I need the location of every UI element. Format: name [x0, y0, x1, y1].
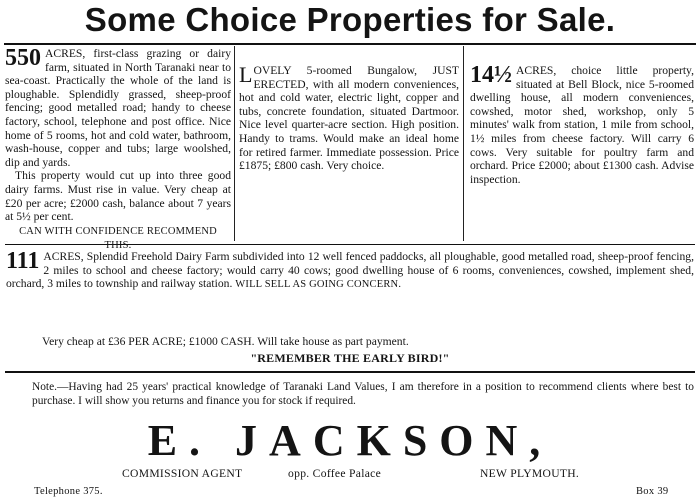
agent-telephone: Telephone 375.	[34, 486, 103, 497]
agent-town: NEW PLYMOUTH.	[480, 467, 580, 480]
listing-text: ACRES, choice little property, situated at Bell Block, nice 5-roomed dwelling house, all modern conveniences, cowshed, motor shed, workshop, only 5 minutes' walk from station, 1 mile from school, 1½ miles from cheese factory. Will carry 6 cows. Very suitable for poultry farm and orchard. Price £2000; about £1300 cash. Advise inspection.	[470, 64, 694, 186]
agent-title: COMMISSION AGENT	[122, 467, 243, 480]
listing-550-acres	[5, 47, 231, 253]
note-rule	[5, 371, 695, 373]
agent-location: opp. Coffee Palace	[288, 467, 382, 480]
page-headline: Some Choice Properties for Sale.	[84, 1, 616, 38]
column-divider-1	[234, 46, 235, 241]
listing-text-continued: This property would cut up into three good dairy farms. Must rise in value. Very cheap at £20 per acre; £2000 cash, balance about 7 years at 5½ per cent.	[5, 169, 231, 224]
agent-name: E. JACKSON,	[147, 416, 553, 465]
listing-text: OVELY 5-roomed Bungalow, JUST ERECTED, with all modern conveniences, hot and cold water, electric light, copper and tubs, concrete foundation, situated Dartmoor. Nice level quarter-acre section. High position. Handy to trams. Would make an ideal home for retired farmer. Immediate possession. Price £1875; £800 cash. Very choice.	[239, 64, 459, 173]
listing-number: 550	[5, 45, 41, 71]
recommend-note: CAN WITH CONFIDENCE RECOMMEND THIS.	[19, 225, 217, 252]
drop-cap: L	[239, 62, 253, 87]
listing-bungalow	[239, 64, 459, 173]
price-line: Very cheap at £36 PER ACRE; £1000 CASH. Will take house as part payment.	[42, 335, 409, 348]
early-bird-slogan: "REMEMBER THE EARLY BIRD!"	[250, 351, 450, 365]
listing-text: ACRES, Splendid Freehold Dairy Farm subdivided into 12 well fenced paddocks, all ploughable, good metalled road, sheep-proof fencing, 2 miles to school and cheese factory; would carry 40 cows; good dwelling house of 6 rooms, conveniences, cowshed, implement shed, orchard, 3 miles to township and railway station.	[6, 250, 694, 291]
agent-box: Box 39	[636, 486, 669, 497]
listing-14-acres	[470, 64, 694, 186]
listing-number: 14½	[470, 62, 512, 88]
note-text: Note.—Having had 25 years' practical knowledge of Taranaki Land Values, I am therefore in a position to recommend clients where best to purchase. I will show you returns and finance you for stock if required.	[32, 381, 694, 407]
agent-note	[10, 380, 694, 408]
section-rule	[5, 244, 695, 245]
listing-text: ACRES, first-class grazing or dairy farm, situated in North Taranaki near to sea-coast. Practically the whole of the land is ploughable. Splendidly grassed, sheep-proof fencing; good metalled road; handy to cheese factory, school, telephone and post office. Nice home of 5 rooms, hot and cold water, bathroom, wash-house, copper and tubs; large woolshed, dip and yards.	[5, 47, 231, 169]
top-rule	[4, 43, 696, 45]
listing-111-acres	[6, 250, 694, 292]
going-concern-note: WILL SELL AS GOING CONCERN.	[235, 279, 402, 291]
column-divider-2	[463, 46, 464, 241]
listing-number: 111	[6, 248, 40, 274]
